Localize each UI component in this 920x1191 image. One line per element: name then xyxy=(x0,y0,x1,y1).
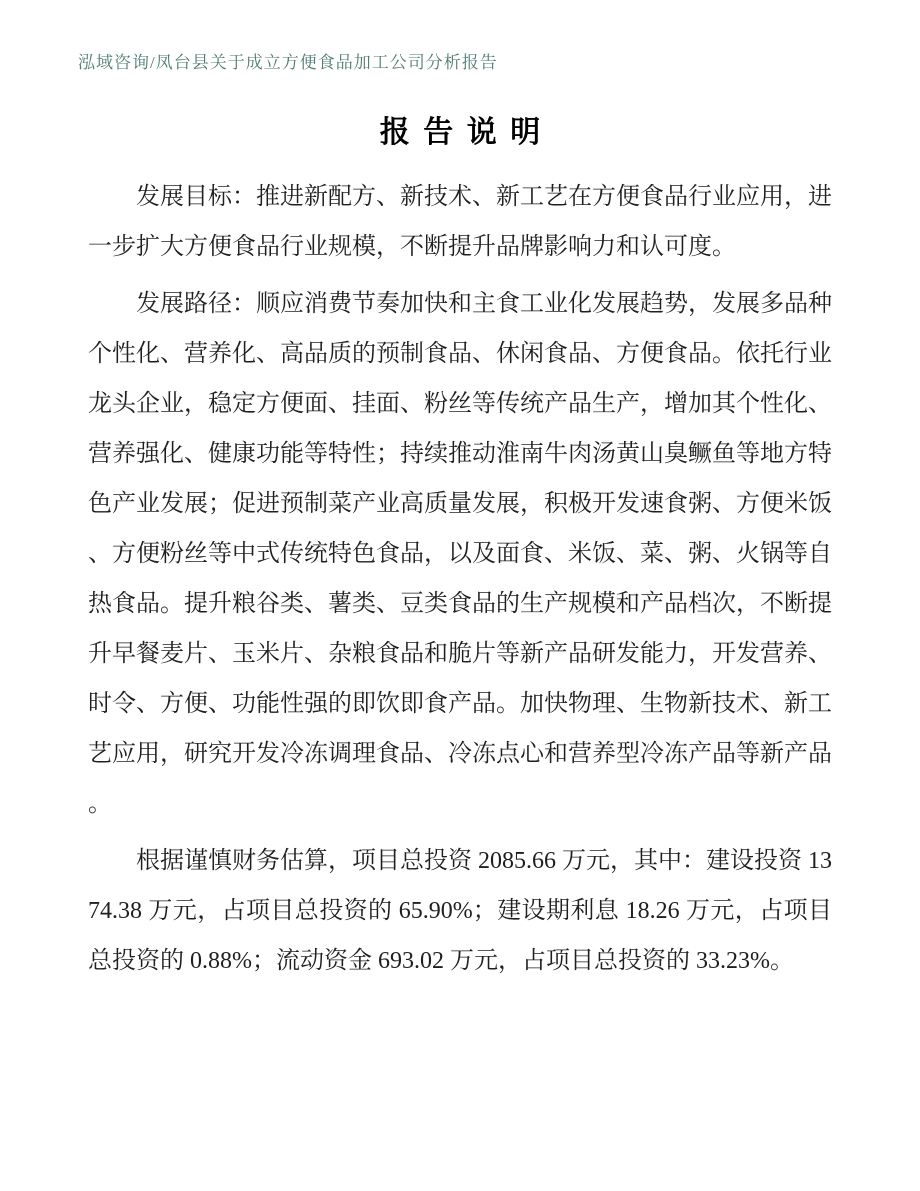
report-body xyxy=(88,172,832,993)
paragraph-development-path: 发展路径：顺应消费节奏加快和主食工业化发展趋势，发展多品种个性化、营养化、高品质的预制食品、休闲食品、方便食品。依托行业龙头企业，稳定方便面、挂面、粉丝等传统产品生产，增加其个性化、营养强化、健康功能等特性；持续推动淮南牛肉汤黄山臭鳜鱼等地方特色产业发展；促进预制菜产业高质量发展，积极开发速食粥、方便米饭、方便粉丝等中式传统特色食品，以及面食、米饭、菜、粥、火锅等自热食品。提升粮谷类、薯类、豆类食品的生产规模和产品档次，不断提升早餐麦片、玉米片、杂粮食品和脆片等新产品研发能力，开发营养、时令、方便、功能性强的即饮即食产品。加快物理、生物新技术、新工艺应用，研究开发冷冻调理食品、冷冻点心和营养型冷冻产品等新产品。 xyxy=(88,291,832,817)
paragraph-investment-estimate: 根据谨慎财务估算，项目总投资 2085.66 万元，其中：建设投资 1374.38 万元，占项目总投资的 65.90%；建设期利息 18.26 万元，占项目总投资的 0.88%；流动资金 693.02 万元，占项目总投资的 33.23%。 xyxy=(88,848,832,974)
paragraph-development-goal: 发展目标：推进新配方、新技术、新工艺在方便食品行业应用，进一步扩大方便食品行业规模，不断提升品牌影响力和认可度。 xyxy=(88,184,832,260)
header-text: 泓域咨询/凤台县关于成立方便食品加工公司分析报告 xyxy=(78,53,498,72)
page-header xyxy=(78,52,842,74)
report-title: 报告说明 xyxy=(379,116,554,149)
